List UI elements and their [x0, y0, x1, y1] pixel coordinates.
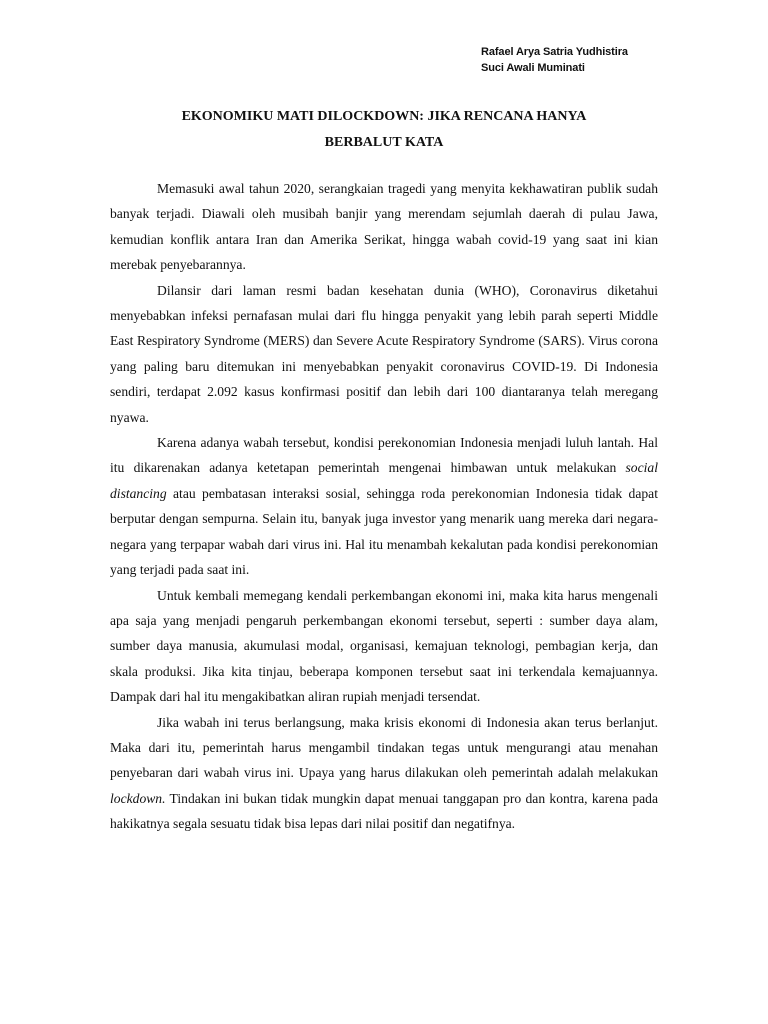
paragraph-text: atau pembatasan interaksi sosial, sehingga roda perekonomian Indonesia tidak dapat berputar dengan sempurna. Selain itu, banyak juga investor yang menarik uang mereka dari negara-negara yang terpapar wabah dari virus ini. Hal itu menambah kekalutan pada kondisi perekonomian yang terjadi pada saat ini. — [110, 485, 658, 578]
paragraph — [110, 278, 658, 430]
paragraph-text: Jika wabah ini terus berlangsung, maka krisis ekonomi di Indonesia akan terus berlanjut. Maka dari itu, pemerintah harus mengambil tindakan tegas untuk mengurangi atau menahan penyebaran dari wabah virus ini. Upaya yang harus dilakukan oleh pemerintah adalah melakukan — [110, 714, 658, 781]
paragraph — [110, 710, 658, 837]
author-name: Rafael Arya Satria Yudhistira — [481, 46, 628, 58]
paragraph — [110, 430, 658, 582]
paragraph-text: Karena adanya wabah tersebut, kondisi perekonomian Indonesia menjadi luluh lantah. Hal itu dikarenakan adanya ketetapan pemerintah mengenai himbawan untuk melakukan — [110, 435, 658, 476]
title-line: EKONOMIKU MATI DILOCKDOWN: JIKA RENCANA HANYA — [181, 109, 587, 124]
paragraph-text: Untuk kembali memegang kendali perkembangan ekonomi ini, maka kita harus mengenali apa saja yang menjadi pengaruh perkembangan ekonomi tersebut, seperti : sumber daya alam, sumber daya manusia, akumulasi modal, organisasi, kemajuan teknologi, pembagian kerja, dan skala produksi. Jika kita tinjau, beberapa komponen tersebut saat ini terkendala kemajuannya. Dampak dari hal itu mengakibatkan aliran rupiah menjadi tersendat. — [110, 587, 658, 705]
paragraph — [110, 583, 658, 710]
paragraph-text: Memasuki awal tahun 2020, serangkaian tragedi yang menyita kekhawatiran publik sudah banyak terjadi. Diawali oleh musibah banjir yang merendam sejumlah daerah di pulau Jawa, kemudian konflik antara Iran dan Amerika Serikat, hingga wabah covid-19 yang saat ini kian merebak penyebarannya. — [110, 181, 658, 273]
paragraph — [110, 176, 658, 278]
author-block — [481, 44, 628, 76]
author-name: Suci Awali Muminati — [481, 62, 585, 74]
italic-term: lockdown. — [110, 790, 166, 806]
italic-term: social distancing — [110, 460, 658, 501]
paragraph-text: Dilansir dari laman resmi badan kesehatan dunia (WHO), Coronavirus diketahui menyebabkan infeksi pernafasan mulai dari flu hingga penyakit yang lebih parah seperti Middle East Respiratory Syndrome (MERS) dan Severe Acute Respiratory Syndrome (SARS). Virus corona yang paling baru ditemukan ini menyebabkan penyakit coronavirus COVID-19. Di Indonesia sendiri, terdapat 2.092 kasus konfirmasi positif dan lebih dari 100 diantaranya telah meregang nyawa. — [110, 282, 658, 425]
paragraph-text: Tindakan ini bukan tidak mungkin dapat menuai tanggapan pro dan kontra, karena pada hakikatnya segala sesuatu tidak bisa lepas dari nilai positif dan negatifnya. — [110, 790, 658, 832]
document-body — [110, 176, 658, 837]
title-line: BERBALUT KATA — [324, 135, 444, 150]
document-title — [110, 104, 658, 156]
